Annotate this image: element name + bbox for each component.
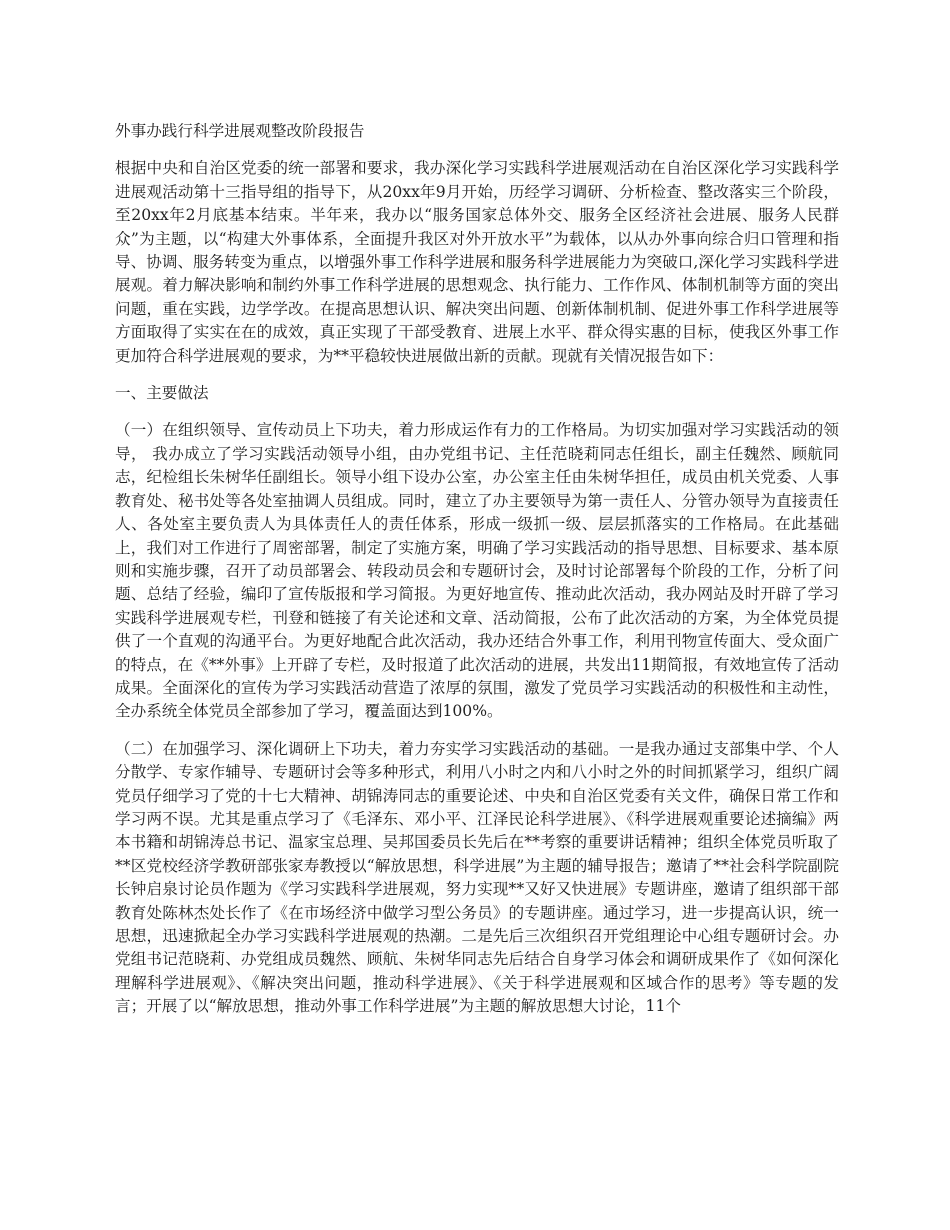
document-page	[115, 120, 839, 1033]
paragraph-study-research: （二）在加强学习、深化调研上下功夫，着力夯实学习实践活动的基础。一是我办通过支部集中学、个人分散学、专家作辅导、专题研讨会等多种形式，利用八小时之内和八小时之外的时间抓紧学习，组织广阔党员仔细学习了党的十七大精神、胡锦涛同志的重要论述、中央和自治区党委有关文件，确保日常工作和学习两不误。尤其是重点学习了《毛泽东、邓小平、江泽民论科学进展》、《科学进展观重要论述摘编》两本书籍和胡锦涛总书记、温家宝总理、吴邦国委员长先后在**考察的重要讲话精神；组织全体党员听取了**区党校经济学教研部张家寿教授以“解放思想，科学进展”为主题的辅导报告；邀请了**社会科学院副院长钟启泉讨论员作题为《学习实践科学进展观，努力实现**又好又快进展》专题讲座，邀请了组织部干部教育处陈林杰处长作了《在市场经济中做学习型公务员》的专题讲座。通过学习，进一步提高认识，统一思想，迅速掀起全办学习实践科学进展观的热潮。二是先后三次组织召开党组理论中心组专题研讨会。办党组书记范晓莉、办党组成员魏然、顾航、朱树华同志先后结合自身学习体会和调研成果作了《如何深化理解科学进展观》、《解决突出问题，推动科学进展》、《关于科学进展观和区域合作的思考》等专题的发言；开展了以“解放思想，推动外事工作科学进展”为主题的解放思想大讨论，11个	[115, 739, 839, 1016]
document-title: 外事办践行科学进展观整改阶段报告	[115, 122, 365, 140]
intro-paragraph: 根据中央和自治区党委的统一部署和要求，我办深化学习实践科学进展观活动在自治区深化学习实践科学进展观活动第十三指导组的指导下，从20xx年9月开始，历经学习调研、分析检查、整改落实三个阶段，至20xx年2月底基本结束。半年来，我办以“服务国家总体外交、服务全区经济社会进展、服务人民群众”为主题，以“构建大外事体系，全面提升我区对外开放水平”为载体，以从办外事向综合归口管理和指导、协调、服务转变为重点，以增强外事工作科学进展和服务科学进展能力为突破口,深化学习实践科学进展观。着力解决影响和制约外事工作科学进展的思想观念、执行能力、工作作风、体制机制等方面的突出问题，重在实践，边学学改。在提高思想认识、解决突出问题、创新体制机制、促进外事工作科学进展等方面取得了实实在在的成效，真正实现了干部受教育、进展上水平、群众得实惠的目标，使我区外事工作更加符合科学进展观的要求，为**平稳较快进展做出新的贡献。现就有关情况报告如下：	[115, 159, 839, 365]
paragraph-organization-leadership: （一）在组织领导、宣传动员上下功夫，着力形成运作有力的工作格局。为切实加强对学习实践活动的领导， 我办成立了学习实践活动领导小组，由办党组书记、主任范晓莉同志任组长，副主任魏然、顾航同志，纪检组长朱树华任副组长。领导小组下设办公室，办公室主任由朱树华担任，成员由机关党委、人事教育处、秘书处等各处室抽调人员组成。同时，建立了办主要领导为第一责任人、分管办领导为直接责任人、各处室主要负责人为具体责任人的责任体系，形成一级抓一级、层层抓落实的工作格局。在此基础上，我们对工作进行了周密部署，制定了实施方案，明确了学习实践活动的指导思想、目标要求、基本原则和实施步骤，召开了动员部署会、转段动员会和专题研讨会，及时讨论部署每个阶段的工作，分析了问题、总结了经验，编印了宣传版报和学习简报。为更好地宣传、推动此次活动，我办网站及时开辟了学习实践科学进展观专栏，刊登和链接了有关论述和文章、活动简报，公布了此次活动的方案，为全体党员提供了一个直观的沟通平台。为更好地配合此次活动，我办还结合外事工作，利用刊物宣传面大、受众面广的特点，在《**外事》上开辟了专栏，及时报道了此次活动的进展，共发出11期简报，有效地宣传了活动成果。全面深化的宣传为学习实践活动营造了浓厚的氛围，激发了党员学习实践活动的积极性和主动性，全办系统全体党员全部参加了学习，覆盖面达到100%。	[115, 421, 839, 721]
section-heading-main-practices: 一、主要做法	[115, 384, 209, 403]
